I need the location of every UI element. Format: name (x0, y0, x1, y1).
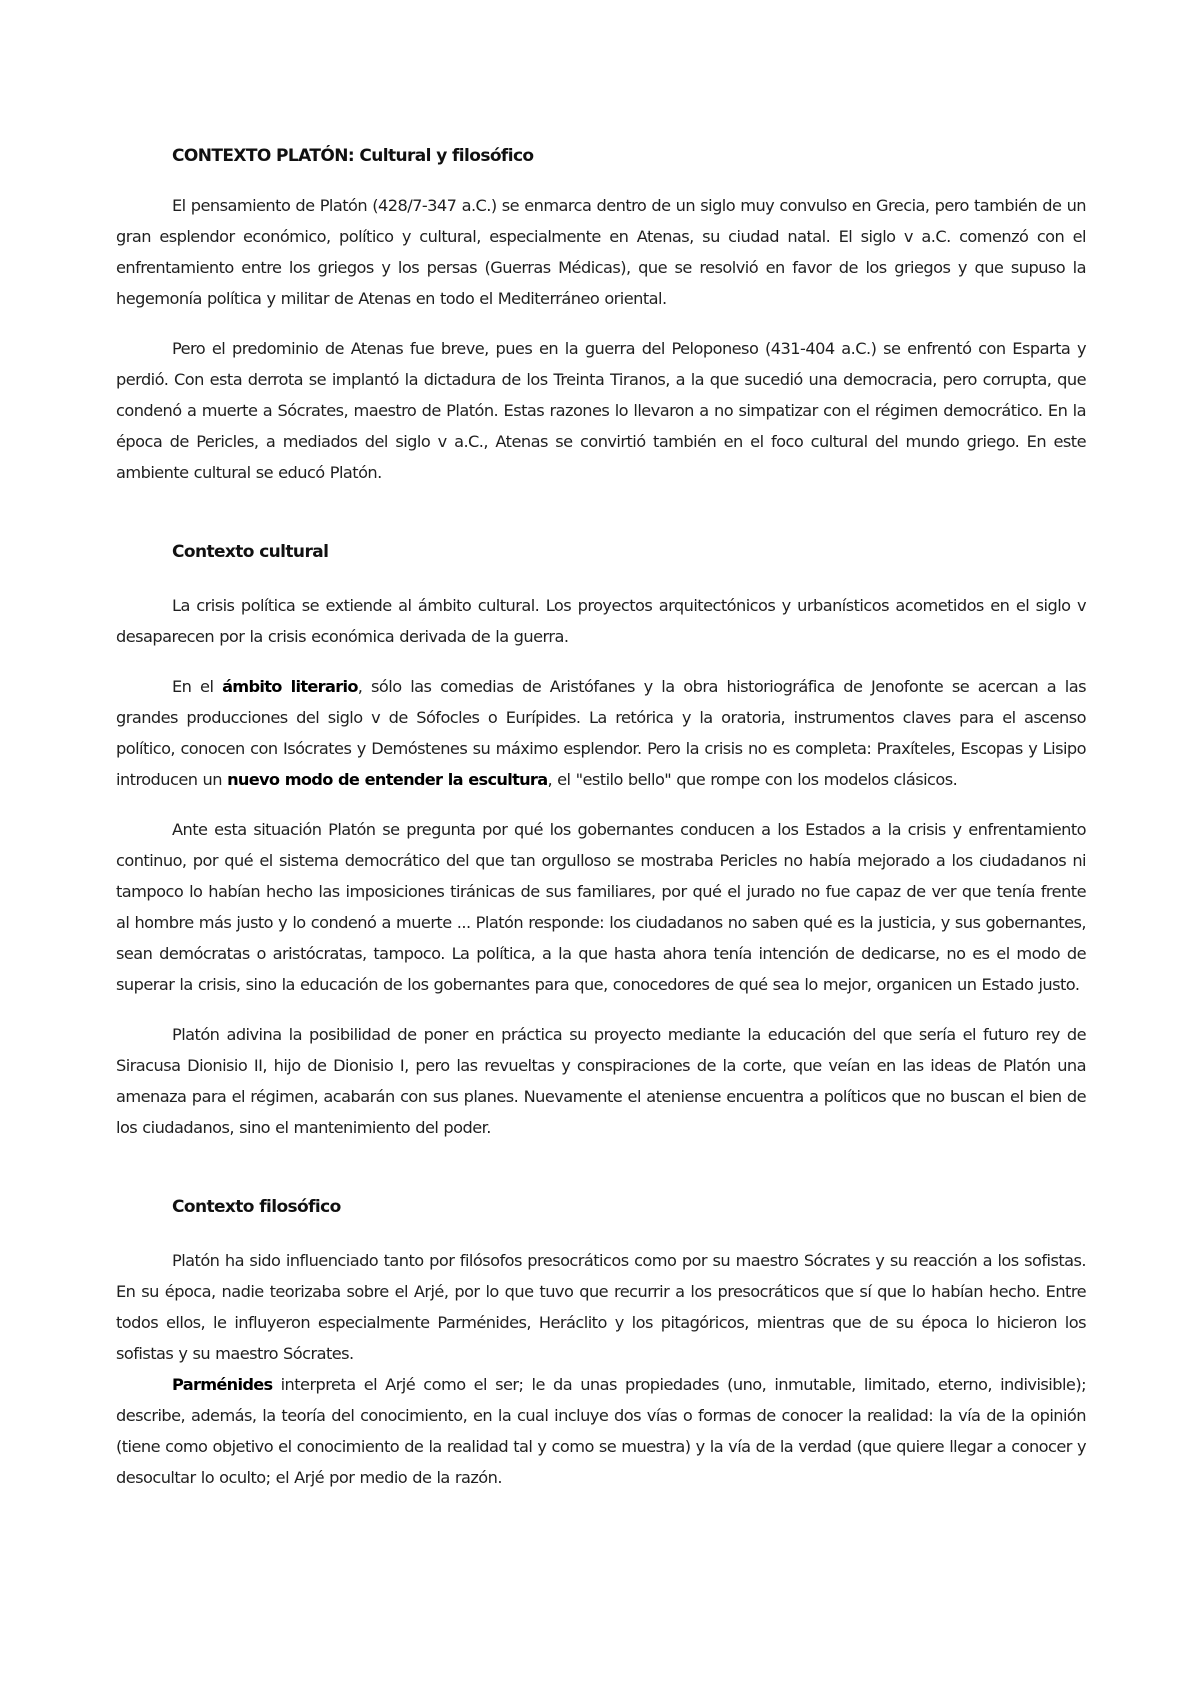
cultural-paragraph-3: Ante esta situación Platón se pregunta por qué los gobernantes conducen a los Estados a la crisis y enfrentamiento continuo, por qué el sistema democrático del que tan orgulloso se mostraba Pericles no había mejorado a los ciudadanos ni tampoco lo habían hecho las imposiciones tiránicas de sus familiares, por qué el jurado no fue capaz de ver que tenía frente al hombre más justo y lo condenó a muerte ... Platón responde: los ciudadanos no saben qué es la justicia, y sus gobernantes, sean demócratas o aristócratas, tampoco. La política, a la que hasta ahora tenía intención de dedicarse, no es el modo de superar la crisis, sino la educación de los gobernantes para que, conocedores de qué sea lo mejor, organicen un Estado justo. (116, 820, 1086, 994)
philosophical-paragraph-2 (116, 1369, 1086, 1493)
philosophical-heading: Contexto filosófico (172, 1197, 341, 1217)
cultural-paragraph-2 (116, 671, 1086, 795)
philosophical-p2-text: interpreta el Arjé como el ser; le da unas propiedades (uno, inmutable, limitado, eterno, indivisible); describe, además, la teoría del conocimiento, en la cual incluye dos vías o formas de conocer la realidad: la vía de la opinión (tiene como objetivo el conocimiento de la realidad tal y como se muestra) y la vía de la verdad (que quiere llegar a conocer y desocultar lo oculto; el Arjé por medio de la razón. (116, 1375, 1087, 1487)
cultural-p2-text-c: , el "estilo bello" que rompe con los modelos clásicos. (547, 770, 958, 789)
bold-parmenides: Parménides (172, 1375, 273, 1394)
intro-paragraph-1: El pensamiento de Platón (428/7-347 a.C.) se enmarca dentro de un siglo muy convulso en Grecia, pero también de un gran esplendor económico, político y cultural, especialmente en Atenas, su ciudad natal. El siglo v a.C. comenzó con el enfrentamiento entre los griegos y los persas (Guerras Médicas), que se resolvió en favor de los griegos y que supuso la hegemonía política y militar de Atenas en todo el Mediterráneo oriental. (116, 196, 1086, 308)
bold-nuevo-modo-escultura: nuevo modo de entender la escultura (227, 770, 548, 789)
cultural-paragraph-4: Platón adivina la posibilidad de poner en práctica su proyecto mediante la educación del que sería el futuro rey de Siracusa Dionisio II, hijo de Dionisio I, pero las revueltas y conspiraciones de la corte, que veían en las ideas de Platón una amenaza para el régimen, acabarán con sus planes. Nuevamente el ateniense encuentra a políticos que no buscan el bien de los ciudadanos, sino el mantenimiento del poder. (116, 1025, 1086, 1137)
cultural-paragraph-1: La crisis política se extiende al ámbito cultural. Los proyectos arquitectónicos y urbanísticos acometidos en el siglo v desaparecen por la crisis económica derivada de la guerra. (116, 596, 1086, 646)
document-body (116, 142, 1086, 1493)
philosophical-paragraph-1: Platón ha sido influenciado tanto por filósofos presocráticos como por su maestro Sócrates y su reacción a los sofistas. En su época, nadie teorizaba sobre el Arjé, por lo que tuvo que recurrir a los presocráticos que sí que lo habían hecho. Entre todos ellos, le influyeron especialmente Parménides, Heráclito y los pitagóricos, mientras que de su época lo hicieron los sofistas y su maestro Sócrates. (116, 1251, 1086, 1363)
document-title: CONTEXTO PLATÓN: Cultural y filosófico (172, 146, 534, 166)
cultural-p2-text-a: En el (172, 677, 223, 696)
bold-ambito-literario: ámbito literario (222, 677, 358, 696)
cultural-heading: Contexto cultural (172, 542, 329, 562)
intro-paragraph-2: Pero el predominio de Atenas fue breve, pues en la guerra del Peloponeso (431-404 a.C.) se enfrentó con Esparta y perdió. Con esta derrota se implantó la dictadura de los Treinta Tiranos, a la que sucedió una democracia, pero corrupta, que condenó a muerte a Sócrates, maestro de Platón. Estas razones lo llevaron a no simpatizar con el régimen democrático. En la época de Pericles, a mediados del siglo v a.C., Atenas se convirtió también en el foco cultural del mundo griego. En este ambiente cultural se educó Platón. (116, 339, 1086, 482)
cultural-p2-text-b: , sólo las comedias de Aristófanes y la obra historiográfica de Jenofonte se acercan a las grandes producciones del siglo v de Sófocles o Eurípides. La retórica y la oratoria, instrumentos claves para el ascenso político, conocen con Isócrates y Demóstenes su máximo esplendor. Pero la crisis no es completa: Praxíteles, Escopas y Lisipo introducen un (116, 677, 1086, 789)
